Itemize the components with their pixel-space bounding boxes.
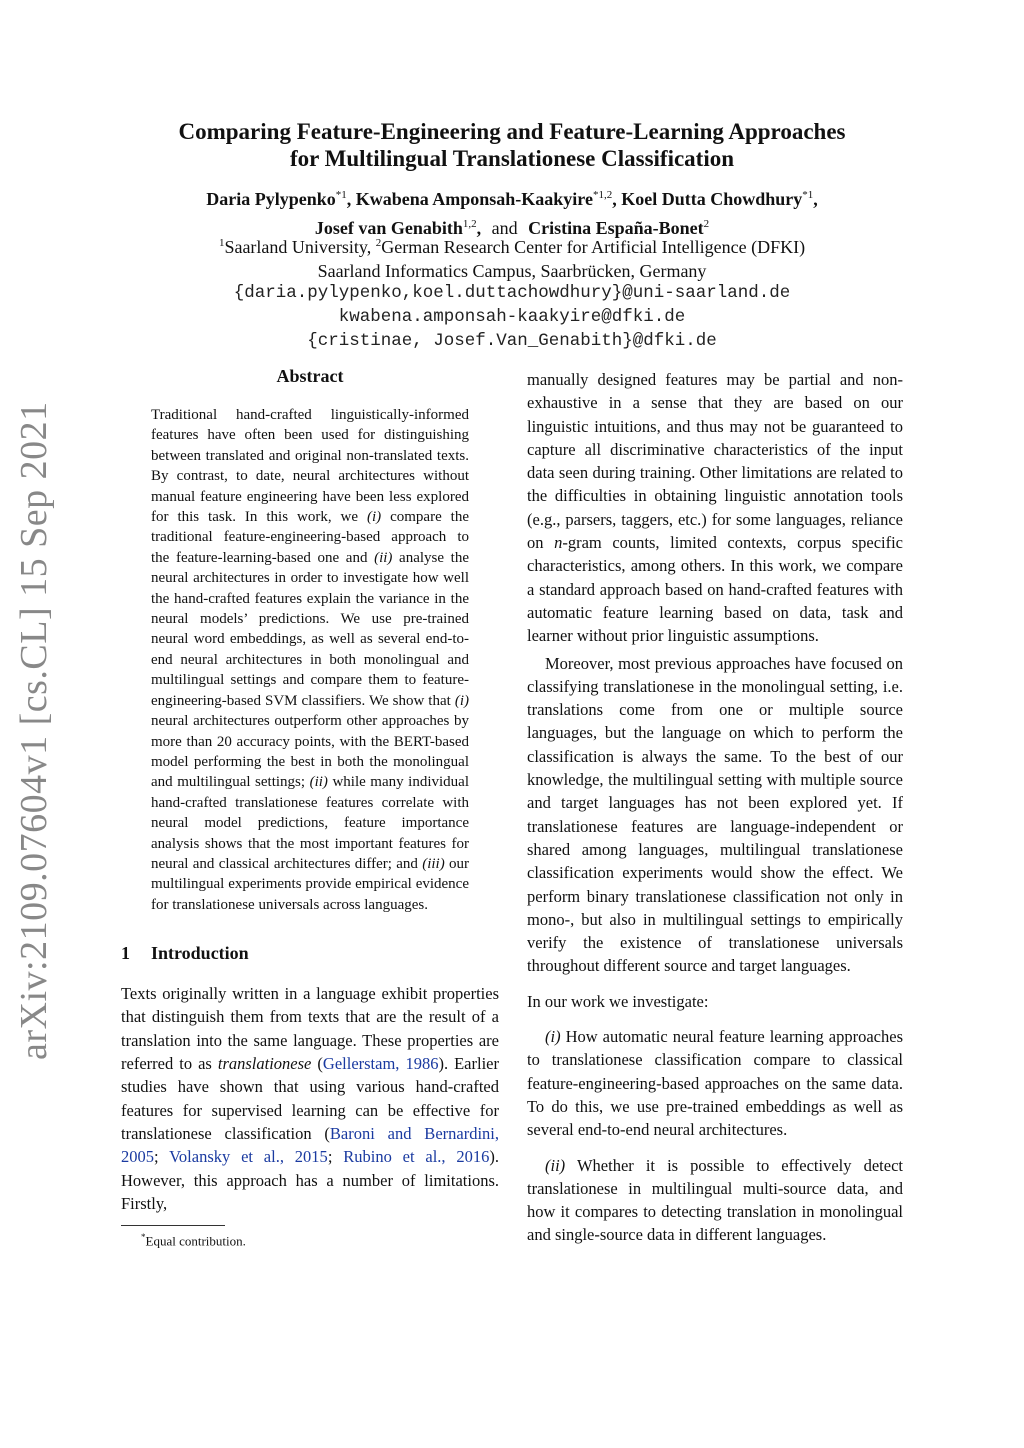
footnote-rule: [121, 1225, 225, 1226]
intro-paragraph: Texts originally written in a language exhibit properties that distinguish them from texts that are the result of a translation into the same language. These properties are referred to as translationese (Gellerstam, 1986). Earlier studies have shown that using various hand-crafted features for supervised learning can be effective for translationese classification (Baroni and Bernardini, 2005; Volansky et al., 2015; Rubino et al., 2016). However, this approach has a number of limitations. Firstly,: [121, 984, 500, 1213]
paragraph-investigate: In our work we investigate:: [527, 991, 709, 1011]
affiliation-line-1: [100, 231, 924, 259]
authors-line-1: Daria Pylypenko$^{*1}$, Kwabena Amponsah-Kaakyire$^{*1,2}$, Koel Dutta Chowdhury$^{*1}$,: [206, 189, 818, 209]
affil-org: Saarland University,: [224, 237, 376, 257]
affil-sup: 1: [218, 237, 225, 249]
section-number: 1: [121, 943, 130, 964]
abstract-heading: Abstract: [276, 366, 344, 386]
author-sup: *1,2: [592, 189, 613, 201]
right-column: [527, 368, 903, 1247]
email-line: kwabena.amponsah-kaakyire@dfki.de: [338, 307, 686, 327]
author-name: Koel Dutta Chowdhury: [621, 189, 803, 209]
research-question-2: (ii) Whether it is possible to effectively detect translationese in multilingual multi-source data, and how it compares to detecting translation in monolingual and single-source data in different languages.: [527, 1155, 903, 1245]
left-column: [121, 366, 499, 1249]
paper-title: [100, 118, 924, 172]
email-line: {daria.pylypenko,koel.duttachowdhury}@uni-saarland.de: [233, 283, 791, 303]
author-and: and: [491, 218, 518, 238]
title-line-2: for Multilingual Translationese Classification: [289, 146, 735, 171]
email-block: [100, 281, 924, 353]
paragraph-multilingual: Moreover, most previous approaches have focused on classifying translationese in the monolingual setting, i.e. translations come from one or multiple source languages, but the language on which to perform the classification is always the same. To the best of our knowledge, the multilingual setting with multiple source and target languages has not been explored yet. If translationese features are language-independent or shared among languages, multilingual translationese classification experiments would show the effect. We perform binary translationese classification not only in mono-, but also in multilingual settings to empirically verify the existence of translationese universals throughout different source and target languages.: [527, 653, 903, 976]
arxiv-side-label: arXiv:2109.07604v1 [cs.CL] 15 Sep 2021: [13, 401, 55, 1060]
affil-org: German Research Center for Artificial Intelligence (DFKI): [381, 237, 806, 257]
author-sup: *1: [802, 189, 814, 201]
footnote: [121, 1232, 499, 1249]
author-name: Kwabena Amponsah-Kaakyire: [355, 189, 593, 209]
author-name: Josef van Genabith: [314, 218, 463, 238]
author-sup: 1,2: [462, 218, 477, 230]
research-question-1: (i) How automatic neural feature learning approaches to translationese classification compare to classical feature-engineering-based approaches on the same data. To do this, we use pre-trained embeddings as well as several end-to-end neural architectures.: [527, 1027, 903, 1140]
author-name: Cristina España-Bonet: [528, 218, 704, 238]
affiliations: [100, 231, 924, 283]
citation-link[interactable]: Gellerstam, 1986: [322, 1054, 439, 1074]
paragraph-limitations: manually designed features may be partial and non-exhaustive in a sense that they are based on our linguistic intuitions, and thus may not be guaranteed to capture all discriminative characteristics of the input data seen during training. Other limitations are related to the difficulties in obtaining linguistic annotation tools (e.g., parsers, taggers, etc.) for some languages, reliance on n-gram counts, limited contexts, corpus specific characteristics, among others. In this work, we compare a standard approach based on hand-crafted features with automatic feature learning based on data, task and learner without prior linguistic assumptions.: [527, 370, 903, 646]
citation-link[interactable]: Baroni and Bernardini, 2005: [121, 1123, 499, 1167]
footnote-mark: *: [141, 1232, 146, 1243]
author-name: Daria Pylypenko: [206, 189, 336, 209]
citation-link[interactable]: Rubino et al., 2016: [343, 1147, 490, 1167]
section-title: Introduction: [151, 943, 249, 964]
email-line: {cristinae, Josef.Van_Genabith}@dfki.de: [307, 331, 717, 351]
affiliation-line-2: Saarland Informatics Campus, Saarbrücken, Germany: [317, 261, 707, 281]
footnote-text: Equal contribution.: [145, 1233, 246, 1249]
author-sup: *1: [335, 189, 347, 201]
abstract-text: Traditional hand-crafted linguistically-informed features have often been used for distinguishing between translated and original non-translated texts. By contrast, to date, neural architectures without manual feature engineering have been less explored for this task. In this work, we (i) compare the traditional feature-engineering-based approach to the feature-learning-based one and (ii) analyse the neural architectures in order to investigate how well the hand-crafted features explain the variance in the neural models’ predictions. We use pre-trained neural word embeddings, as well as several end-to-end neural architectures in both monolingual and multilingual settings and compare them to feature-engineering-based SVM classifiers. We show that (i) neural architectures outperform other approaches by more than 20 accuracy points, with the BERT-based model performing the best in both the monolingual and multilingual settings; (ii) while many individual hand-crafted translationese features correlate with neural model predictions, feature importance analysis shows that the most important features for neural and classical architectures differ; and (iii) our multilingual experiments provide empirical evidence for translationese universals across languages.: [151, 407, 470, 913]
citation-link[interactable]: Volansky et al., 2015: [169, 1147, 328, 1167]
affil-sup: 2: [375, 237, 382, 249]
author-sup: 2: [703, 218, 710, 230]
section-heading-introduction: [121, 943, 499, 964]
authors-line-2: Josef van Genabith$^{1,2}$, and Cristina España-Bonet$^2$: [314, 218, 710, 238]
title-line-1: Comparing Feature-Engineering and Feature-Learning Approaches: [178, 119, 846, 144]
